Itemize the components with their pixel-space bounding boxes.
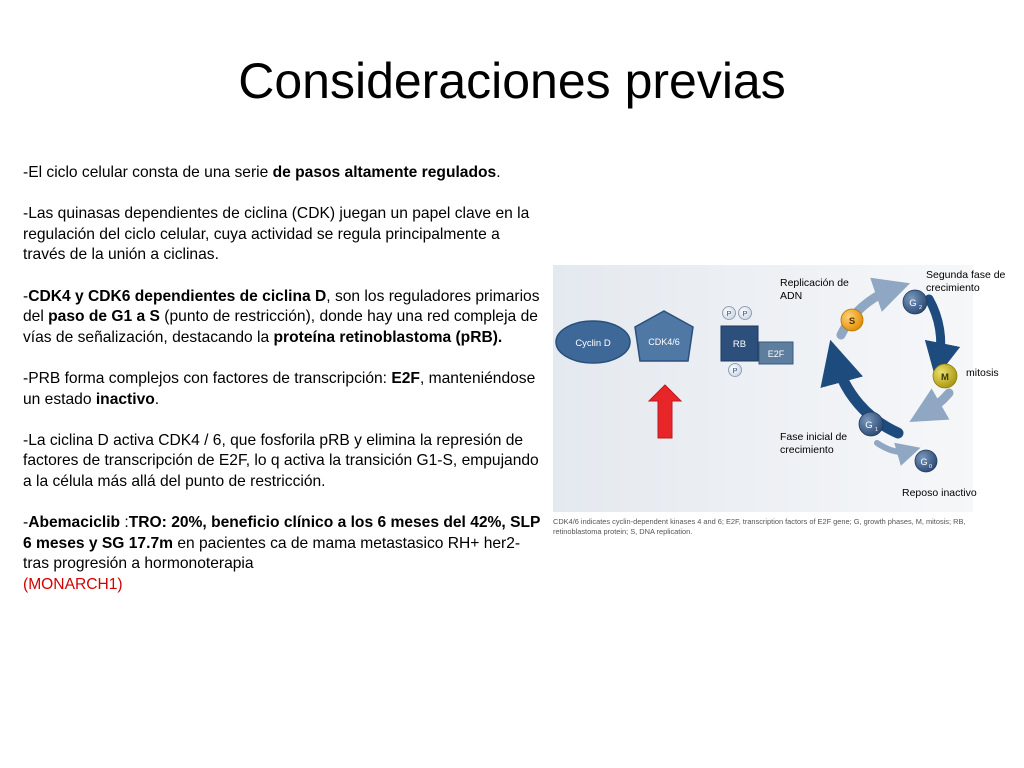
slide-title: Consideraciones previas xyxy=(238,53,786,109)
svg-text:G: G xyxy=(909,298,917,309)
rb-node xyxy=(721,326,758,361)
g2-phase-node xyxy=(903,290,927,314)
e2f-node xyxy=(759,342,793,364)
paragraph-2: -Las quinasas dependientes de ciclina (CDK) juegan un papel clave en la regulación del ciclo celular, cuya actividad se regula principalmente a través de la unión a ciclinas. xyxy=(23,205,530,264)
cyclin-d-node xyxy=(556,321,630,363)
svg-text:CDK4/6: CDK4/6 xyxy=(648,337,680,347)
svg-text:P: P xyxy=(732,366,738,375)
paragraph-6: -Abemaciclib :TRO: 20%, beneficio clínico a los 6 meses del 42%, SLP 6 meses y SG 17.7m en pacientes ca de mama metastasico RH+ her2- tras progresión a hormonoterapia (MONARCH1) xyxy=(23,514,541,593)
paragraph-5: -La ciclina D activa CDK4 / 6, que fosforila pRB y elimina la represión de factores de transcripción de E2F, lo q activa la transición G1-S, empujando a la célula más allá del punto de restricción. xyxy=(23,431,539,490)
svg-text:S: S xyxy=(848,316,856,327)
label-reposo: Reposo inactivo xyxy=(902,487,977,499)
paragraph-1: -El ciclo celular consta de una serie de pasos altamente regulados. xyxy=(23,164,501,181)
figure-caption: CDK4/6 indicates cyclin-dependent kinases 4 and 6; E2F, transcription factors of E2F gene; G, growth phases, M, mitosis; RB, retinoblastoma protein; S, DNA replication. xyxy=(553,517,966,536)
svg-text:1: 1 xyxy=(875,427,879,433)
s-phase-node xyxy=(841,309,863,331)
m-phase-node xyxy=(933,364,957,388)
svg-text:M: M xyxy=(941,372,949,383)
svg-text:0: 0 xyxy=(929,464,933,470)
phosphate-icon xyxy=(739,307,752,320)
svg-text:Cyclin D: Cyclin D xyxy=(575,338,611,349)
svg-text:G: G xyxy=(865,420,873,431)
paragraph-3: -CDK4 y CDK6 dependientes de ciclina D, son los reguladores primarios del paso de G1 a S (punto de restricción), donde hay una red compleja de vías de señalización, destacando la proteína retinoblastoma (pRB). xyxy=(23,287,540,346)
cell-cycle-diagram xyxy=(553,265,973,512)
paragraph-4: -PRB forma complejos con factores de transcripción: E2F, manteniéndose un estado inactivo. xyxy=(23,369,536,408)
label-fase-inicial: Fase inicial de crecimiento xyxy=(780,431,848,456)
cell-cycle-figure xyxy=(553,265,1006,512)
svg-text:P: P xyxy=(742,309,748,318)
label-replicacion: Replicación de ADN xyxy=(780,277,849,302)
label-segunda-fase: Segunda fase de crecimiento xyxy=(926,269,1006,294)
phosphate-icon xyxy=(723,307,736,320)
svg-text:P: P xyxy=(726,309,732,318)
svg-text:G: G xyxy=(920,457,928,467)
phosphate-icon xyxy=(729,364,742,377)
svg-text:E2F: E2F xyxy=(767,349,785,359)
svg-text:RB: RB xyxy=(732,339,747,350)
svg-text:2: 2 xyxy=(919,305,923,311)
body-text xyxy=(23,163,543,616)
g0-phase-node xyxy=(915,450,937,472)
trial-name: (MONARCH1) xyxy=(23,575,123,593)
label-mitosis: mitosis xyxy=(966,367,999,379)
